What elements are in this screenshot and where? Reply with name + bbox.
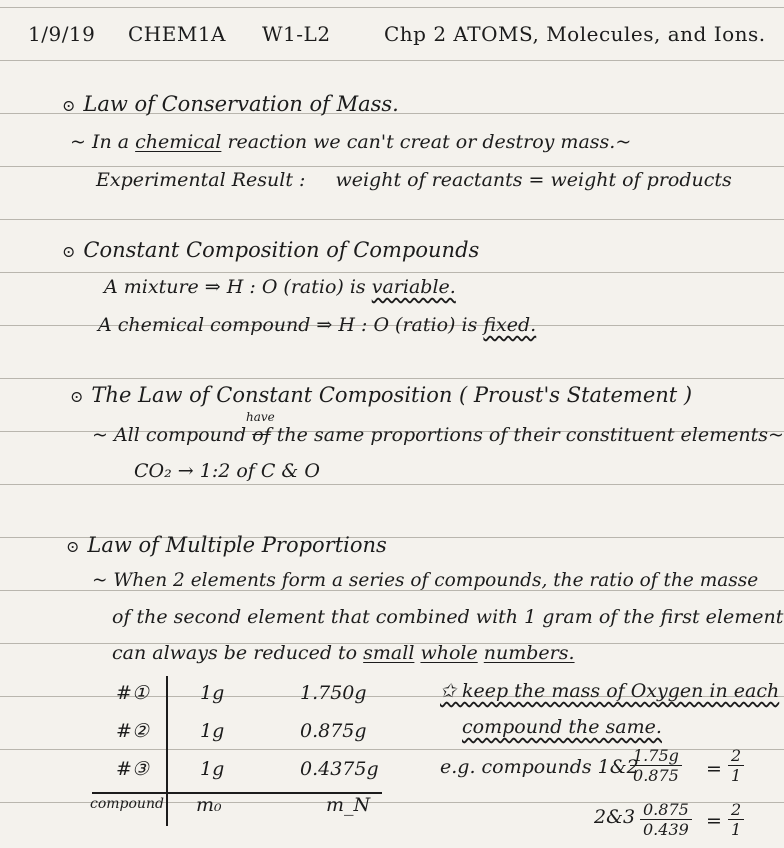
ratio-1-num: 2: [728, 746, 744, 766]
note-text: compound the same.: [462, 716, 662, 738]
section-3-title: [70, 383, 692, 407]
inserted-word: have: [246, 410, 275, 424]
fraction-2-den: 0.439: [643, 820, 689, 839]
ratio-2: [728, 800, 744, 839]
pair-2-label: 2&3: [594, 806, 636, 828]
section-1-title-text: Law of Conservation of Mass.: [83, 92, 399, 116]
section-1-line-2: [96, 169, 732, 191]
text: reaction we can't creat or destroy mass.~: [227, 131, 632, 153]
section-1-title: [62, 92, 399, 116]
section-4-line-3: [112, 642, 575, 664]
table-row-2-id: #②: [116, 720, 149, 742]
table-footer-compound: compound: [90, 796, 164, 812]
note-line-1: [440, 680, 779, 702]
section-3-line-2: CO₂ → 1:2 of C & O: [134, 460, 320, 482]
text: A chemical compound ⇒ H : O (ratio) is: [98, 314, 478, 336]
tilde: ~: [70, 131, 86, 153]
fraction-1: [630, 746, 682, 785]
table-vertical-rule: [166, 676, 168, 826]
fraction-2-num: 0.875: [640, 800, 692, 820]
fraction-1-den: 0.875: [633, 766, 679, 785]
note-line-2: [462, 716, 662, 738]
table-row-2-mn: 0.875g: [300, 720, 367, 742]
table-footer-mn: m_N: [326, 794, 371, 816]
underlined-text: variable.: [371, 276, 456, 298]
section-3-title-text: The Law of Constant Composition ( Proust's Statement ): [91, 383, 693, 407]
struck-text: of: [252, 424, 271, 446]
table-row-3-id: #③: [116, 758, 149, 780]
chapter-title: Chp 2 ATOMS, Molecules, and Ions.: [384, 22, 766, 46]
section-4-title: [66, 533, 387, 557]
section-3-line-1: [92, 424, 784, 446]
ratio-1-den: 1: [731, 766, 742, 785]
ratio-2-den: 1: [731, 820, 742, 839]
text: Experimental Result :: [96, 169, 306, 191]
section-2-title-text: Constant Composition of Compounds: [83, 238, 480, 262]
course-name: CHEM1A: [128, 22, 226, 46]
text: ~ All compound: [92, 424, 247, 446]
section-2-title: [62, 238, 479, 262]
example-label: e.g. compounds 1&2: [440, 756, 639, 778]
bullet-icon: ⊙: [62, 96, 76, 115]
equals-1: =: [706, 758, 722, 780]
section-4-line-1: ~ When 2 elements form a series of compounds, the ratio of the masse: [92, 570, 759, 591]
text: weight of reactants = weight of products: [335, 169, 732, 191]
week-lecture: W1-L2: [262, 22, 331, 46]
text: can always be reduced to: [112, 642, 358, 664]
section-2-line-1: [104, 276, 456, 298]
underlined-text: small: [363, 642, 415, 664]
ratio-2-num: 2: [728, 800, 744, 820]
table-row-1-mn: 1.750g: [300, 682, 367, 704]
table-footer-m0: m₀: [196, 794, 222, 816]
fraction-2: [640, 800, 692, 839]
section-2-line-2: [98, 314, 536, 336]
note-date: 1/9/19: [28, 22, 96, 46]
text: the same proportions of their constituent elements~: [276, 424, 784, 446]
section-1-line-1: [70, 131, 631, 153]
table-row-1-m0: 1g: [200, 682, 225, 704]
underlined-text: fixed.: [483, 314, 537, 336]
text: A mixture ⇒ H : O (ratio) is: [104, 276, 366, 298]
bullet-icon: ⊙: [62, 242, 76, 261]
fraction-1-num: 1.75g: [630, 746, 682, 766]
note-text: ✩ keep the mass of Oxygen in each: [440, 680, 780, 702]
underlined-text: chemical: [135, 131, 222, 153]
table-row-1-id: #①: [116, 682, 149, 704]
section-4-line-2: of the second element that combined with 1 gram of the first element: [112, 606, 784, 628]
ratio-1: [728, 746, 744, 785]
underlined-text: numbers.: [483, 642, 575, 664]
table-row-2-m0: 1g: [200, 720, 225, 742]
table-row-3-mn: 0.4375g: [300, 758, 379, 780]
text: In a: [91, 131, 130, 153]
bullet-icon: ⊙: [66, 537, 80, 556]
equals-2: =: [706, 810, 722, 832]
bullet-icon: ⊙: [70, 387, 84, 406]
section-4-title-text: Law of Multiple Proportions: [87, 533, 387, 557]
table-row-3-m0: 1g: [200, 758, 225, 780]
underlined-text: whole: [420, 642, 478, 664]
